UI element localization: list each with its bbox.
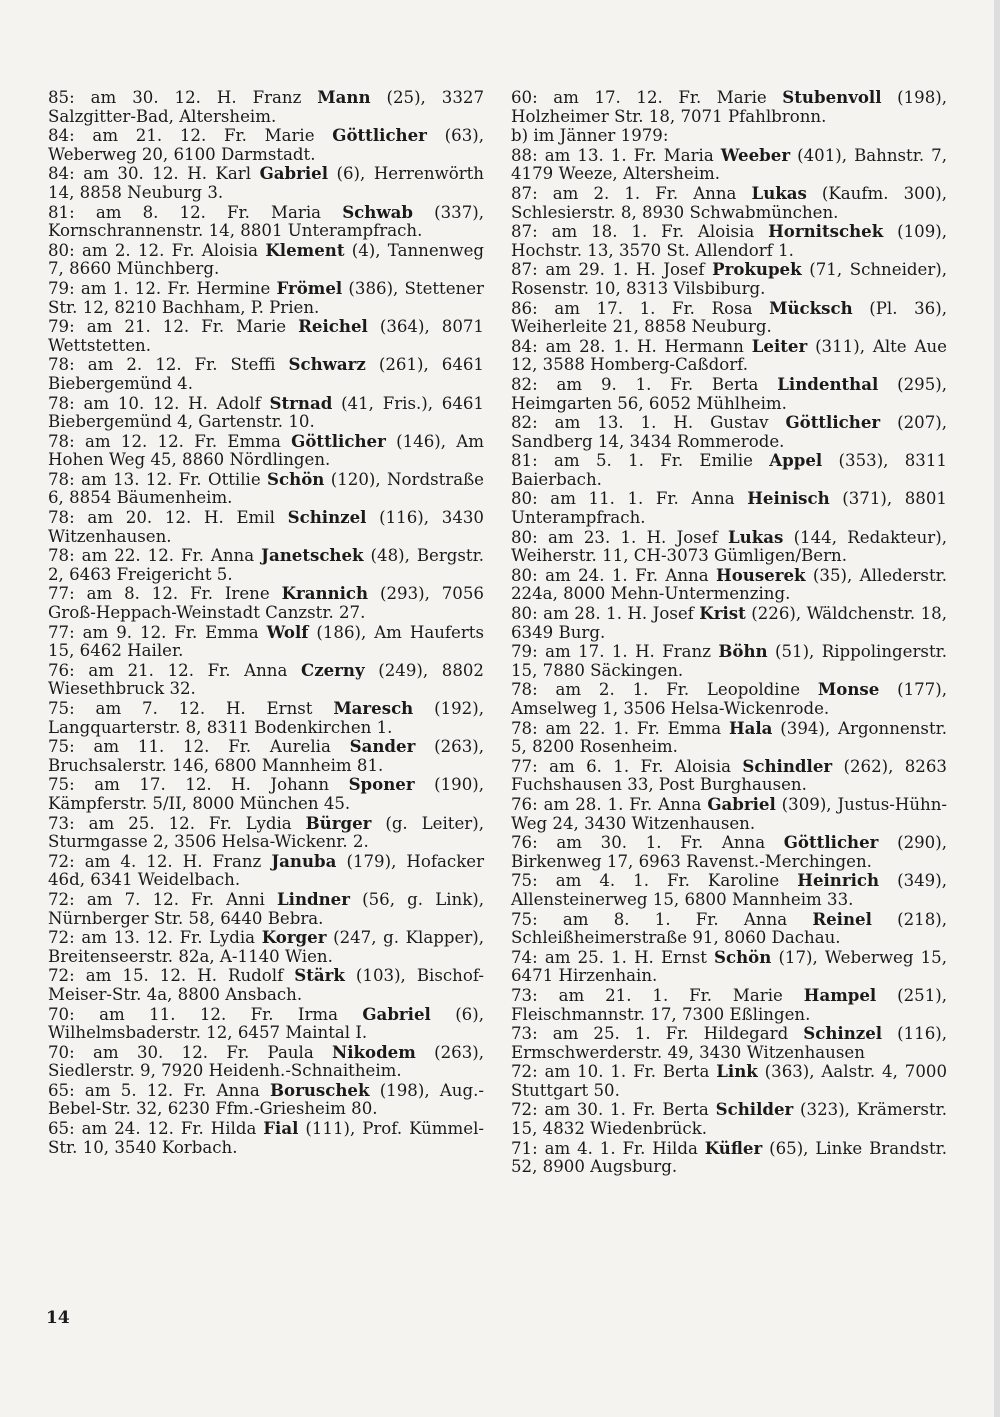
entry-surname: Böhn	[718, 641, 768, 662]
entry-prefix: 80: am 2. 12. Fr. Aloisia	[48, 240, 266, 260]
entry-prefix: 78: am 2. 12. Fr. Steffi	[48, 355, 289, 375]
entry-prefix: 72: am 13. 12. Fr. Lydia	[48, 928, 262, 948]
birthday-entry	[511, 1139, 947, 1177]
birthday-entry	[511, 260, 947, 298]
entry-surname: Bürger	[305, 812, 372, 833]
birthday-entry	[511, 184, 947, 222]
entry-details: (190), Kämpferstr. 5/II, 8000 München 45.	[48, 775, 485, 813]
entry-surname: Lukas	[727, 526, 784, 547]
entry-prefix: 73: am 21. 1. Fr. Marie	[511, 985, 804, 1005]
entry-surname: Link	[716, 1061, 758, 1082]
birthday-entry	[48, 623, 484, 661]
entry-prefix: 65: am 5. 12. Fr. Anna	[48, 1080, 271, 1100]
entry-surname: Reichel	[298, 316, 368, 337]
birthday-entry	[48, 928, 484, 966]
entry-surname: Boruschek	[270, 1079, 370, 1100]
left-column	[48, 88, 484, 1157]
birthday-entry	[511, 489, 947, 527]
entry-details: (146), Am Hohen Weg 45, 8860 Nördlingen.	[48, 431, 484, 470]
entry-prefix: 73: am 25. 1. Fr. Hildegard	[511, 1024, 804, 1044]
entry-surname: Heinisch	[747, 488, 830, 509]
birthday-entry	[511, 375, 947, 413]
entry-surname: Monse	[817, 679, 880, 700]
entry-prefix: 76: am 21. 12. Fr. Anna	[48, 660, 301, 680]
entry-prefix: 81: am 8. 12. Fr. Maria	[48, 202, 343, 222]
entry-details: (226), Wäldchenstr. 18, 6349 Burg.	[511, 604, 947, 642]
entry-prefix: 72: am 15. 12. H. Rudolf	[48, 966, 295, 986]
birthday-entry	[48, 1005, 484, 1043]
entry-prefix: 84: am 21. 12. Fr. Marie	[48, 126, 333, 146]
entry-details: (263), Siedlerstr. 9, 7920 Heidenh.-Schnaitheim.	[48, 1042, 484, 1081]
entry-prefix: 87: am 18. 1. Fr. Aloisia	[511, 222, 769, 242]
entry-surname: Küfler	[704, 1137, 763, 1158]
birthday-entry	[511, 413, 947, 451]
entry-surname: Schwab	[342, 201, 413, 222]
birthday-entry	[511, 948, 947, 986]
birthday-entry	[48, 661, 484, 699]
entry-prefix: 73: am 25. 12. Fr. Lydia	[48, 813, 306, 833]
entry-details: (371), 8801 Unterampfrach.	[511, 489, 947, 528]
entry-details: (337), Kornschrannenstr. 14, 8801 Unterampfrach.	[48, 202, 484, 241]
entry-prefix: 86: am 17. 1. Fr. Rosa	[511, 298, 770, 318]
entry-prefix: 78: am 20. 12. H. Emil	[48, 508, 288, 528]
entry-prefix: 75: am 7. 12. H. Ernst	[48, 699, 334, 718]
entry-prefix: 84: am 28. 1. H. Hermann	[511, 336, 752, 356]
entry-surname: Göttlicher	[291, 430, 386, 451]
entry-surname: Leiter	[751, 335, 808, 356]
entry-prefix: 70: am 30. 12. Fr. Paula	[48, 1042, 333, 1062]
entry-details: (65), Linke Brandstr. 52, 8900 Augsburg.	[511, 1138, 947, 1177]
entry-details: (251), Fleischmannstr. 17, 7300 Eßlingen.	[511, 985, 948, 1024]
entry-details: (207), Sandberg 14, 3434 Rommerode.	[511, 413, 947, 451]
birthday-entry	[48, 699, 484, 737]
entry-surname: Weeber	[720, 144, 791, 165]
birthday-entry	[48, 394, 484, 432]
entry-prefix: 72: am 10. 1. Fr. Berta	[511, 1062, 717, 1082]
right-column	[511, 88, 947, 1177]
entry-details: (179), Hofacker 46d, 6341 Weidelbach.	[48, 851, 484, 890]
entry-details: (177), Amselweg 1, 3506 Helsa-Wickenrode.	[511, 680, 947, 718]
birthday-entry	[511, 337, 947, 375]
entry-surname: Hornitschek	[768, 221, 884, 242]
entry-surname: Wolf	[266, 621, 309, 642]
entry-surname: Stärk	[294, 965, 345, 986]
entry-surname: Sponer	[348, 774, 415, 795]
entry-prefix: 75: am 4. 1. Fr. Karoline	[511, 871, 798, 891]
entry-surname: Hampel	[803, 984, 877, 1005]
entry-prefix: 80: am 24. 1. Fr. Anna	[511, 565, 717, 585]
birthday-entry	[48, 737, 484, 775]
birthday-entry	[511, 642, 947, 680]
birthday-entry	[48, 279, 484, 317]
entry-surname: Nikodem	[332, 1041, 416, 1062]
entry-prefix: 85: am 30. 12. H. Franz	[48, 88, 318, 107]
birthday-entry	[511, 719, 947, 757]
birthday-entry	[48, 164, 484, 202]
entry-surname: Hala	[728, 717, 773, 738]
entry-prefix: 87: am 2. 1. Fr. Anna	[511, 183, 752, 203]
entry-surname: Sander	[349, 736, 416, 757]
entry-surname: Lindenthal	[777, 373, 879, 394]
birthday-entry	[511, 566, 947, 604]
birthday-entry	[511, 680, 947, 718]
entry-prefix: 77: am 6. 1. Fr. Aloisia	[511, 756, 743, 776]
birthday-entry	[48, 432, 484, 470]
entry-prefix: 65: am 24. 12. Fr. Hilda	[48, 1119, 264, 1139]
birthday-entry	[511, 146, 947, 184]
entry-prefix: 70: am 11. 12. Fr. Irma	[48, 1004, 363, 1024]
entry-details: (198), Aug.-Bebel-Str. 32, 6230 Ffm.-Griesheim 80.	[48, 1080, 484, 1119]
entry-surname: Göttlicher	[785, 412, 881, 433]
birthday-entry	[511, 1100, 947, 1138]
entry-details: (309), Justus-Hühn-Weg 24, 3430 Witzenhausen.	[511, 794, 947, 833]
entry-surname: Czerny	[300, 659, 365, 680]
birthday-entry	[511, 451, 947, 489]
entry-details: (116), Ermschwerderstr. 49, 3430 Witzenhausen	[511, 1024, 948, 1062]
entry-details: (6), Herrenwörth 14, 8858 Neuburg 3.	[48, 164, 484, 202]
entry-surname: Schinzel	[803, 1023, 883, 1044]
entry-prefix: 75: am 17. 12. H. Johann	[48, 775, 349, 795]
entry-prefix: 75: am 8. 1. Fr. Anna	[511, 909, 813, 929]
entry-surname: Strnad	[269, 392, 333, 413]
entry-details: (109), Hochstr. 13, 3570 St. Allendorf 1.	[511, 222, 948, 260]
entry-details: (263), Bruchsalerstr. 146, 6800 Mannheim 81.	[48, 737, 485, 775]
birthday-entry	[511, 833, 947, 871]
entry-prefix: 82: am 9. 1. Fr. Berta	[511, 374, 778, 394]
entry-prefix: 72: am 7. 12. Fr. Anni	[48, 889, 277, 909]
birthday-entry	[48, 317, 484, 355]
entry-prefix: 71: am 4. 1. Fr. Hilda	[511, 1138, 705, 1158]
entry-details: (364), 8071 Wettstetten.	[48, 317, 484, 355]
entry-details: (311), Alte Aue 12, 3588 Homberg-Caßdorf.	[511, 336, 947, 375]
birthday-entry	[48, 126, 484, 164]
entry-surname: Mücksch	[769, 297, 853, 318]
entry-details: (116), 3430 Witzenhausen.	[48, 508, 484, 546]
birthday-entry	[48, 88, 484, 126]
birthday-entry	[511, 604, 947, 642]
entry-surname: Janetschek	[261, 545, 364, 566]
entry-prefix: 76: am 30. 1. Fr. Anna	[511, 833, 784, 853]
entry-surname: Krist	[699, 603, 746, 624]
entry-prefix: 78: am 22. 1. Fr. Emma	[511, 718, 729, 738]
entry-surname: Heinrich	[797, 870, 880, 891]
birthday-entry	[511, 222, 947, 260]
entry-prefix: 79: am 21. 12. Fr. Marie	[48, 317, 299, 337]
birthday-entry	[48, 470, 484, 508]
entry-prefix: 78: am 12. 12. Fr. Emma	[48, 431, 292, 451]
entry-prefix: 72: am 4. 12. H. Franz	[48, 851, 272, 871]
birthday-entry	[48, 814, 484, 852]
birthday-entry	[511, 795, 947, 833]
entry-details: (295), Heimgarten 56, 6052 Mühlheim.	[511, 374, 947, 413]
birthday-entry	[48, 355, 484, 393]
entry-prefix: 80: am 28. 1. H. Josef	[511, 604, 700, 624]
birthday-entry	[511, 986, 947, 1024]
entry-prefix: 82: am 13. 1. H. Gustav	[511, 413, 786, 433]
entry-details: (103), Bischof-Meiser-Str. 4a, 8800 Ansbach.	[48, 966, 484, 1004]
birthday-entry	[48, 1081, 484, 1119]
entry-prefix: 87: am 29. 1. H. Josef	[511, 260, 713, 280]
entry-prefix: 78: am 22. 12. Fr. Anna	[48, 546, 262, 566]
entry-details: (353), 8311 Baierbach.	[511, 451, 947, 489]
birthday-entry	[48, 1043, 484, 1081]
birthday-entry	[48, 546, 484, 584]
birthday-entry	[48, 966, 484, 1004]
entry-surname: Schwarz	[288, 354, 366, 375]
entry-details: (198), Holzheimer Str. 18, 7071 Pfahlbronn.	[511, 88, 947, 126]
birthday-entry	[48, 852, 484, 890]
entry-details: (6), Wilhelmsbaderstr. 12, 6457 Maintal I.	[48, 1004, 484, 1043]
entry-details: (41, Fris.), 6461 Biebergemünd 4, Gartenstr. 10.	[48, 393, 484, 432]
entry-details: (111), Prof. Kümmel-Str. 10, 3540 Korbach.	[48, 1119, 484, 1157]
entry-prefix: 74: am 25. 1. H. Ernst	[511, 947, 715, 967]
entry-surname: Lindner	[276, 888, 350, 909]
entry-surname: Gabriel	[362, 1003, 431, 1024]
entry-surname: Frömel	[276, 277, 343, 298]
entry-prefix: 88: am 13. 1. Fr. Maria	[511, 145, 721, 165]
entry-details: (51), Rippolingerstr. 15, 7880 Säckingen.	[511, 642, 947, 680]
entry-details: (17), Weberweg 15, 6471 Hirzenhain.	[511, 947, 947, 986]
entry-prefix: 77: am 9. 12. Fr. Emma	[48, 622, 267, 642]
entry-surname: Göttlicher	[332, 125, 427, 146]
entry-prefix: 75: am 11. 12. Fr. Aurelia	[48, 737, 350, 757]
entry-details: (4), Tannenweg 7, 8660 Münchberg.	[48, 240, 485, 279]
entry-prefix: 80: am 23. 1. H. Josef	[511, 527, 728, 547]
entry-details: (323), Krämerstr. 15, 4832 Wiedenbrück.	[511, 1100, 947, 1139]
entry-prefix: 81: am 5. 1. Fr. Emilie	[511, 451, 770, 471]
entry-prefix: 79: am 1. 12. Fr. Hermine	[48, 278, 277, 298]
birthday-entry	[511, 1024, 947, 1062]
entry-details: (386), Stettener Str. 12, 8210 Bachham, P. Prien.	[48, 278, 484, 317]
entry-details: (35), Allederstr. 224a, 8000 Mehn-Untermenzing.	[511, 565, 947, 604]
birthday-entry	[48, 584, 484, 622]
entry-prefix: 84: am 30. 12. H. Karl	[48, 164, 260, 184]
entry-details: (56, g. Link), Nürnberger Str. 58, 6440 Bebra.	[48, 889, 485, 928]
entry-details: (71, Schneider), Rosenstr. 10, 8313 Vilsbiburg.	[511, 260, 947, 298]
entry-prefix: 60: am 17. 12. Fr. Marie	[511, 88, 783, 107]
entry-details: (293), 7056 Groß-Heppach-Weinstadt Canzstr. 27.	[48, 584, 484, 623]
entry-surname: Gabriel	[259, 163, 328, 184]
entry-surname: Maresch	[333, 698, 414, 718]
entry-prefix: 76: am 28. 1. Fr. Anna	[511, 794, 708, 814]
entry-surname: Mann	[317, 87, 371, 107]
entry-details: (48), Bergstr. 2, 6463 Freigericht 5.	[48, 546, 484, 584]
entry-prefix: b) im Jänner 1979:	[511, 126, 669, 146]
entry-details: (218), Schleißheimerstraße 91, 8060 Dachau.	[511, 909, 947, 948]
page-number: 14	[46, 1308, 70, 1328]
entry-details: (120), Nordstraße 6, 8854 Bäumenheim.	[48, 469, 484, 508]
birthday-entry	[511, 528, 947, 566]
entry-details: (186), Am Hauferts 15, 6462 Hailer.	[48, 622, 484, 661]
birthday-entry	[511, 88, 947, 126]
entry-prefix: 78: am 2. 1. Fr. Leopoldine	[511, 680, 818, 700]
birthday-entry	[48, 241, 484, 279]
entry-surname: Schön	[267, 468, 325, 489]
birthday-entry	[48, 775, 484, 813]
entry-prefix: 78: am 13. 12. Fr. Ottilie	[48, 469, 268, 489]
entry-details: (192), Langquarterstr. 8, 8311 Bodenkirchen 1.	[48, 699, 484, 737]
birthday-entry	[511, 910, 947, 948]
entry-details: (262), 8263 Fuchshausen 33, Post Burghausen.	[511, 756, 947, 795]
entry-surname: Appel	[769, 450, 823, 471]
entry-surname: Stubenvoll	[782, 87, 882, 107]
entry-details: (290), Birkenweg 17, 6963 Ravenst.-Merchingen.	[511, 833, 947, 871]
entry-surname: Schindler	[742, 755, 833, 776]
entry-surname: Schinzel	[287, 507, 367, 528]
entry-details: (349), Allensteinerweg 15, 6800 Mannheim 33.	[511, 871, 947, 909]
entry-surname: Gabriel	[707, 793, 776, 814]
birthday-entry	[48, 508, 484, 546]
birthday-entry	[48, 203, 484, 241]
entry-details: (63), Weberweg 20, 6100 Darmstadt.	[48, 126, 484, 164]
entry-surname: Schilder	[715, 1099, 794, 1120]
entry-details: (261), 6461 Biebergemünd 4.	[48, 355, 484, 393]
entry-prefix: 80: am 11. 1. Fr. Anna	[511, 489, 748, 509]
entry-details: (Kaufm. 300), Schlesierstr. 8, 8930 Schwabmünchen.	[511, 183, 948, 222]
entry-surname: Lukas	[751, 182, 807, 203]
entry-surname: Korger	[261, 927, 327, 948]
entry-prefix: 78: am 10. 12. H. Adolf	[48, 393, 270, 413]
entry-details: (394), Argonnenstr. 5, 8200 Rosenheim.	[511, 718, 947, 757]
entry-details: (Pl. 36), Weiherleite 21, 8858 Neuburg.	[511, 298, 947, 337]
entry-surname: Klement	[265, 239, 345, 260]
entry-details: (25), 3327 Salzgitter-Bad, Altersheim.	[48, 88, 484, 126]
birthday-entry	[511, 757, 947, 795]
birthday-entry	[511, 871, 947, 909]
entry-details: (401), Bahnstr. 7, 4179 Weeze, Altersheim.	[511, 145, 947, 184]
birthday-entry	[48, 890, 484, 928]
entry-surname: Göttlicher	[783, 832, 879, 853]
entry-surname: Schön	[714, 946, 772, 967]
entry-details: (g. Leiter), Sturmgasse 2, 3506 Helsa-Wickenr. 2.	[48, 813, 484, 852]
birthday-entry	[511, 299, 947, 337]
birthday-entry	[511, 126, 947, 146]
birthday-entry	[511, 1062, 947, 1100]
entry-surname: Reinel	[812, 908, 872, 929]
entry-surname: Fial	[263, 1118, 299, 1139]
birthday-entry	[48, 1119, 484, 1157]
entry-details: (247, g. Klapper), Breitenseerstr. 82a, A-1140 Wien.	[48, 928, 484, 966]
entry-prefix: 72: am 30. 1. Fr. Berta	[511, 1100, 716, 1120]
entry-details: (363), Aalstr. 4, 7000 Stuttgart 50.	[511, 1062, 947, 1100]
entry-details: (249), 8802 Wiesethbruck 32.	[48, 660, 484, 699]
entry-surname: Houserek	[716, 564, 806, 585]
entry-surname: Krannich	[281, 583, 369, 604]
entry-surname: Prokupek	[712, 259, 802, 280]
entry-prefix: 77: am 8. 12. Fr. Irene	[48, 584, 282, 604]
entry-surname: Januba	[271, 850, 337, 871]
page-edge-shadow	[994, 0, 1000, 1417]
entry-prefix: 79: am 17. 1. H. Franz	[511, 642, 719, 662]
entry-details: (144, Redakteur), Weiherstr. 11, CH-3073 Gümligen/Bern.	[511, 527, 947, 566]
